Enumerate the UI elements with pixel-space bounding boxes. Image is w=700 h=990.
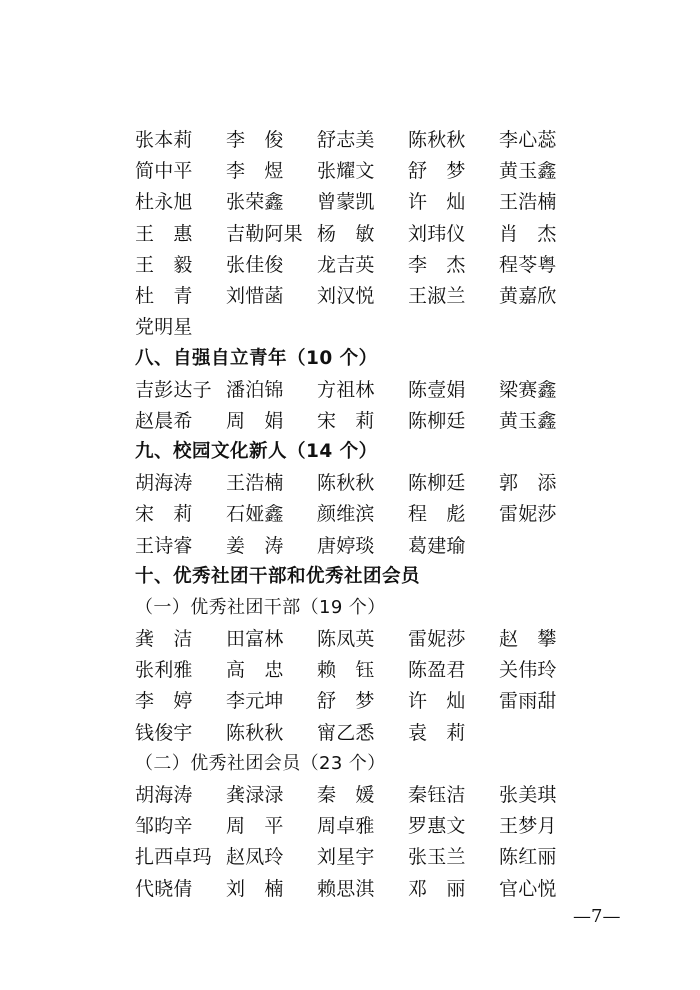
person-name: 李心蕊 (499, 129, 557, 152)
subsection-heading (135, 747, 605, 778)
person-name: 刘玮仪 (408, 222, 466, 245)
subsection-title: （二）优秀社团会员（23 个） (135, 753, 386, 775)
person-name: 简中平 (135, 160, 193, 183)
person-name: 张本莉 (135, 129, 193, 152)
person-name: 赵凤玲 (226, 846, 284, 869)
name-row (135, 872, 605, 903)
name-row (135, 310, 605, 341)
person-name: 龙吉英 (317, 253, 375, 276)
person-name: 钱俊宇 (135, 721, 193, 744)
section-heading (135, 435, 605, 466)
person-name: 王淑兰 (408, 285, 466, 308)
person-name: 黄嘉欣 (499, 285, 557, 308)
person-name: 邹昀辛 (135, 815, 193, 838)
person-name: 秦 媛 (317, 784, 375, 807)
person-name: 王诗睿 (135, 534, 193, 557)
person-name: 黄玉鑫 (499, 160, 557, 183)
section-heading (135, 560, 605, 591)
person-name: 郭 添 (499, 472, 557, 495)
person-name: 高 忠 (226, 659, 284, 682)
page-number: —7— (573, 906, 621, 927)
person-name: 王浩楠 (226, 472, 284, 495)
person-name: 龚渌渌 (226, 784, 284, 807)
person-name: 陈柳廷 (408, 409, 466, 432)
person-name: 王梦月 (499, 815, 557, 838)
person-name: 舒 梦 (408, 160, 466, 183)
person-name: 刘惜菡 (226, 285, 284, 308)
name-row (135, 716, 605, 747)
person-name: 邓 丽 (408, 877, 466, 900)
person-name: 代晓倩 (135, 877, 193, 900)
section-title: 八、自强自立青年（10 个） (135, 347, 378, 369)
person-name: 官心悦 (499, 877, 557, 900)
person-name: 颜维滨 (317, 503, 375, 526)
name-row (135, 185, 605, 216)
person-name: 曾蒙凯 (317, 191, 375, 214)
person-name: 刘汉悦 (317, 285, 375, 308)
person-name: 刘 楠 (226, 877, 284, 900)
name-row (135, 123, 605, 154)
person-name: 雷妮莎 (408, 628, 466, 651)
person-name: 关伟玲 (499, 659, 557, 682)
person-name: 唐婷琰 (317, 534, 375, 557)
person-name: 张利雅 (135, 659, 193, 682)
person-name: 扎西卓玛 (135, 846, 212, 869)
person-name: 方祖林 (317, 378, 375, 401)
person-name: 杨 敏 (317, 222, 375, 245)
person-name: 赵晨希 (135, 409, 193, 432)
name-row (135, 466, 605, 497)
person-name: 陈凤英 (317, 628, 375, 651)
person-name: 周卓雅 (317, 815, 375, 838)
section-heading (135, 341, 605, 372)
person-name: 许 灿 (408, 690, 466, 713)
person-name: 吉勒阿果 (226, 222, 303, 245)
subsection-heading (135, 591, 605, 622)
person-name: 姜 涛 (226, 534, 284, 557)
name-row (135, 809, 605, 840)
person-name: 张玉兰 (408, 846, 466, 869)
person-name: 田富林 (226, 628, 284, 651)
person-name: 葛建瑜 (408, 534, 466, 557)
person-name: 黄玉鑫 (499, 409, 557, 432)
person-name: 杜永旭 (135, 191, 193, 214)
name-row (135, 840, 605, 871)
name-row (135, 404, 605, 435)
person-name: 王 毅 (135, 253, 193, 276)
person-name: 李 婷 (135, 690, 193, 713)
person-name: 舒志美 (317, 129, 375, 152)
person-name: 陈盈君 (408, 659, 466, 682)
person-name: 赵 攀 (499, 628, 557, 651)
person-name: 李 俊 (226, 129, 284, 152)
person-name: 石娅鑫 (226, 503, 284, 526)
person-name: 陈红丽 (499, 846, 557, 869)
person-name: 秦钰洁 (408, 784, 466, 807)
person-name: 陈壹娟 (408, 378, 466, 401)
person-name: 宋 莉 (135, 503, 193, 526)
person-name: 王浩楠 (499, 191, 557, 214)
person-name: 陈秋秋 (408, 129, 466, 152)
person-name: 李 杰 (408, 253, 466, 276)
subsection-title: （一）优秀社团干部（19 个） (135, 597, 386, 619)
person-name: 陈秋秋 (226, 721, 284, 744)
section-title: 十、优秀社团干部和优秀社团会员 (135, 566, 421, 588)
person-name: 程 彪 (408, 503, 466, 526)
section-title: 九、校园文化新人（14 个） (135, 441, 378, 463)
award-list (135, 123, 605, 903)
person-name: 胡海涛 (135, 784, 193, 807)
person-name: 舒 梦 (317, 690, 375, 713)
name-row (135, 154, 605, 185)
person-name: 党明星 (135, 316, 193, 339)
person-name: 吉彭达子 (135, 378, 212, 401)
person-name: 程苓粤 (499, 253, 557, 276)
person-name: 甯乙悉 (317, 721, 375, 744)
person-name: 赖 钰 (317, 659, 375, 682)
person-name: 陈秋秋 (317, 472, 375, 495)
person-name: 王 惠 (135, 222, 193, 245)
person-name: 胡海涛 (135, 472, 193, 495)
name-row (135, 279, 605, 310)
person-name: 张佳俊 (226, 253, 284, 276)
name-row (135, 778, 605, 809)
person-name: 张耀文 (317, 160, 375, 183)
person-name: 张美琪 (499, 784, 557, 807)
person-name: 李 煜 (226, 160, 284, 183)
name-row (135, 684, 605, 715)
person-name: 赖思淇 (317, 877, 375, 900)
name-row (135, 653, 605, 684)
name-row (135, 622, 605, 653)
person-name: 肖 杰 (499, 222, 557, 245)
name-row (135, 528, 605, 559)
person-name: 袁 莉 (408, 721, 466, 744)
person-name: 许 灿 (408, 191, 466, 214)
person-name: 李元坤 (226, 690, 284, 713)
person-name: 杜 青 (135, 285, 193, 308)
person-name: 陈柳廷 (408, 472, 466, 495)
person-name: 雷妮莎 (499, 503, 557, 526)
person-name: 罗惠文 (408, 815, 466, 838)
name-row (135, 373, 605, 404)
person-name: 梁赛鑫 (499, 378, 557, 401)
person-name: 刘星宇 (317, 846, 375, 869)
person-name: 周 平 (226, 815, 284, 838)
name-row (135, 497, 605, 528)
person-name: 潘泊锦 (226, 378, 284, 401)
name-row (135, 217, 605, 248)
person-name: 雷雨甜 (499, 690, 557, 713)
person-name: 龚 洁 (135, 628, 193, 651)
person-name: 宋 莉 (317, 409, 375, 432)
person-name: 周 娟 (226, 409, 284, 432)
person-name: 张荣鑫 (226, 191, 284, 214)
name-row (135, 248, 605, 279)
